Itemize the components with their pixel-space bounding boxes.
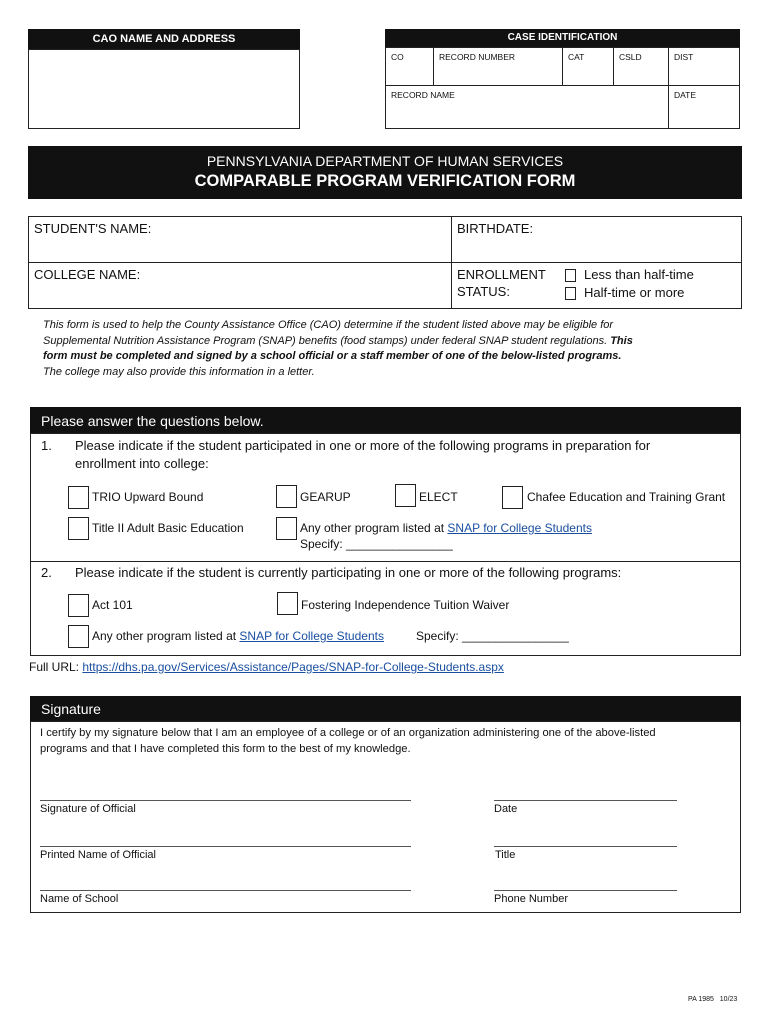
q1-text-line-1: Please indicate if the student participated in one or more of the following programs in preparation for (75, 438, 651, 453)
co-field[interactable]: CO (391, 52, 404, 62)
date-field[interactable]: DATE (674, 90, 697, 100)
cao-address-field[interactable] (28, 49, 300, 129)
student-name-field[interactable]: STUDENT'S NAME: (34, 221, 152, 236)
school-name-label: Name of School (40, 893, 119, 905)
q2-specify-field[interactable]: Specify: ________________ (416, 629, 569, 643)
q1-text-line-2: enrollment into college: (75, 456, 209, 471)
title-label: Title (495, 849, 516, 861)
elect-label: ELECT (419, 490, 458, 504)
signature-of-official-label: Signature of Official (40, 803, 136, 815)
full-url-line: Full URL: https://dhs.pa.gov/Services/Assistance/Pages/SNAP-for-College-Students.aspx (29, 660, 504, 674)
trio-checkbox[interactable] (68, 486, 89, 509)
trio-label: TRIO Upward Bound (92, 490, 204, 504)
form-id: PA 1985 10/23 (688, 996, 738, 1003)
title-bar (28, 146, 742, 199)
intro-line-4: The college may also provide this information in a letter. (43, 365, 315, 378)
date-label: Date (494, 803, 518, 815)
full-url-link[interactable]: https://dhs.pa.gov/Services/Assistance/Pages/SNAP-for-College-Students.aspx (82, 660, 504, 674)
q2-snap-college-link[interactable]: SNAP for College Students (239, 629, 384, 643)
q1-number: 1. (41, 438, 52, 453)
q2-other-program-checkbox[interactable] (68, 625, 89, 648)
title2-label: Title II Adult Basic Education (92, 521, 244, 535)
certification-text: I certify by my signature below that I am an employee of a college or of an organization administering one of the above-listed programs and that I have completed this form to the best of my knowledge. (40, 727, 656, 755)
cao-header: CAO NAME AND ADDRESS (28, 29, 300, 49)
q2-other-program-label: Any other program listed at SNAP for College Students (92, 629, 384, 643)
act101-checkbox[interactable] (68, 594, 89, 617)
less-than-half-time-label: Less than half-time (584, 267, 694, 282)
chafee-label: Chafee Education and Training Grant (527, 490, 726, 504)
record-name-field[interactable]: RECORD NAME (391, 90, 455, 100)
questions-header: Please answer the questions below. (30, 407, 741, 433)
signature-of-official-line[interactable] (40, 800, 411, 801)
act101-label: Act 101 (92, 598, 133, 612)
dist-field[interactable]: DIST (674, 52, 694, 62)
csld-field[interactable]: CSLD (619, 52, 642, 62)
chafee-checkbox[interactable] (502, 486, 523, 509)
signature-header: Signature (30, 696, 741, 721)
q1-snap-college-link[interactable]: SNAP for College Students (447, 521, 592, 535)
title-line[interactable] (494, 846, 677, 847)
printed-name-label: Printed Name of Official (40, 849, 156, 861)
title2-checkbox[interactable] (68, 517, 89, 540)
half-time-or-more-checkbox[interactable] (565, 287, 576, 300)
less-than-half-time-checkbox[interactable] (565, 269, 576, 282)
status-label: STATUS: (457, 284, 510, 299)
form-title: COMPARABLE PROGRAM VERIFICATION FORM (194, 172, 576, 190)
cat-field[interactable]: CAT (568, 52, 585, 62)
case-id-header: CASE IDENTIFICATION (385, 29, 740, 47)
college-name-field[interactable]: COLLEGE NAME: (34, 267, 141, 282)
enrollment-label: ENROLLMENT (457, 267, 546, 282)
q1-specify-field[interactable]: Specify: ________________ (300, 537, 453, 551)
fostering-label: Fostering Independence Tuition Waiver (301, 598, 510, 612)
elect-checkbox[interactable] (395, 484, 416, 507)
record-number-field[interactable]: RECORD NUMBER (439, 52, 516, 62)
intro-text (43, 318, 733, 380)
gearup-checkbox[interactable] (276, 485, 297, 508)
gearup-label: GEARUP (300, 490, 351, 504)
school-name-line[interactable] (40, 890, 411, 891)
intro-line-2: Supplemental Nutrition Assistance Program (SNAP) benefits (food stamps) under federal SNAP student regulations. This (43, 334, 633, 347)
birthdate-field[interactable]: BIRTHDATE: (457, 221, 534, 236)
phone-number-line[interactable] (494, 890, 677, 891)
date-line[interactable] (494, 800, 677, 801)
half-time-or-more-label: Half-time or more (584, 285, 685, 300)
intro-line-1: This form is used to help the County Assistance Office (CAO) determine if the student listed above may be eligible for (43, 319, 614, 331)
phone-number-label: Phone Number (494, 893, 568, 905)
q2-number: 2. (41, 565, 52, 580)
department-name: PENNSYLVANIA DEPARTMENT OF HUMAN SERVICES (206, 153, 564, 169)
printed-name-line[interactable] (40, 846, 411, 847)
q1-other-program-label: Any other program listed at SNAP for College Students (300, 521, 592, 535)
q2-text: Please indicate if the student is currently participating in one or more of the following programs: (75, 565, 622, 580)
fostering-checkbox[interactable] (277, 592, 298, 615)
intro-line-3: form must be completed and signed by a school official or a staff member of one of the below-listed programs. (43, 350, 622, 362)
q1-other-program-checkbox[interactable] (276, 517, 297, 540)
